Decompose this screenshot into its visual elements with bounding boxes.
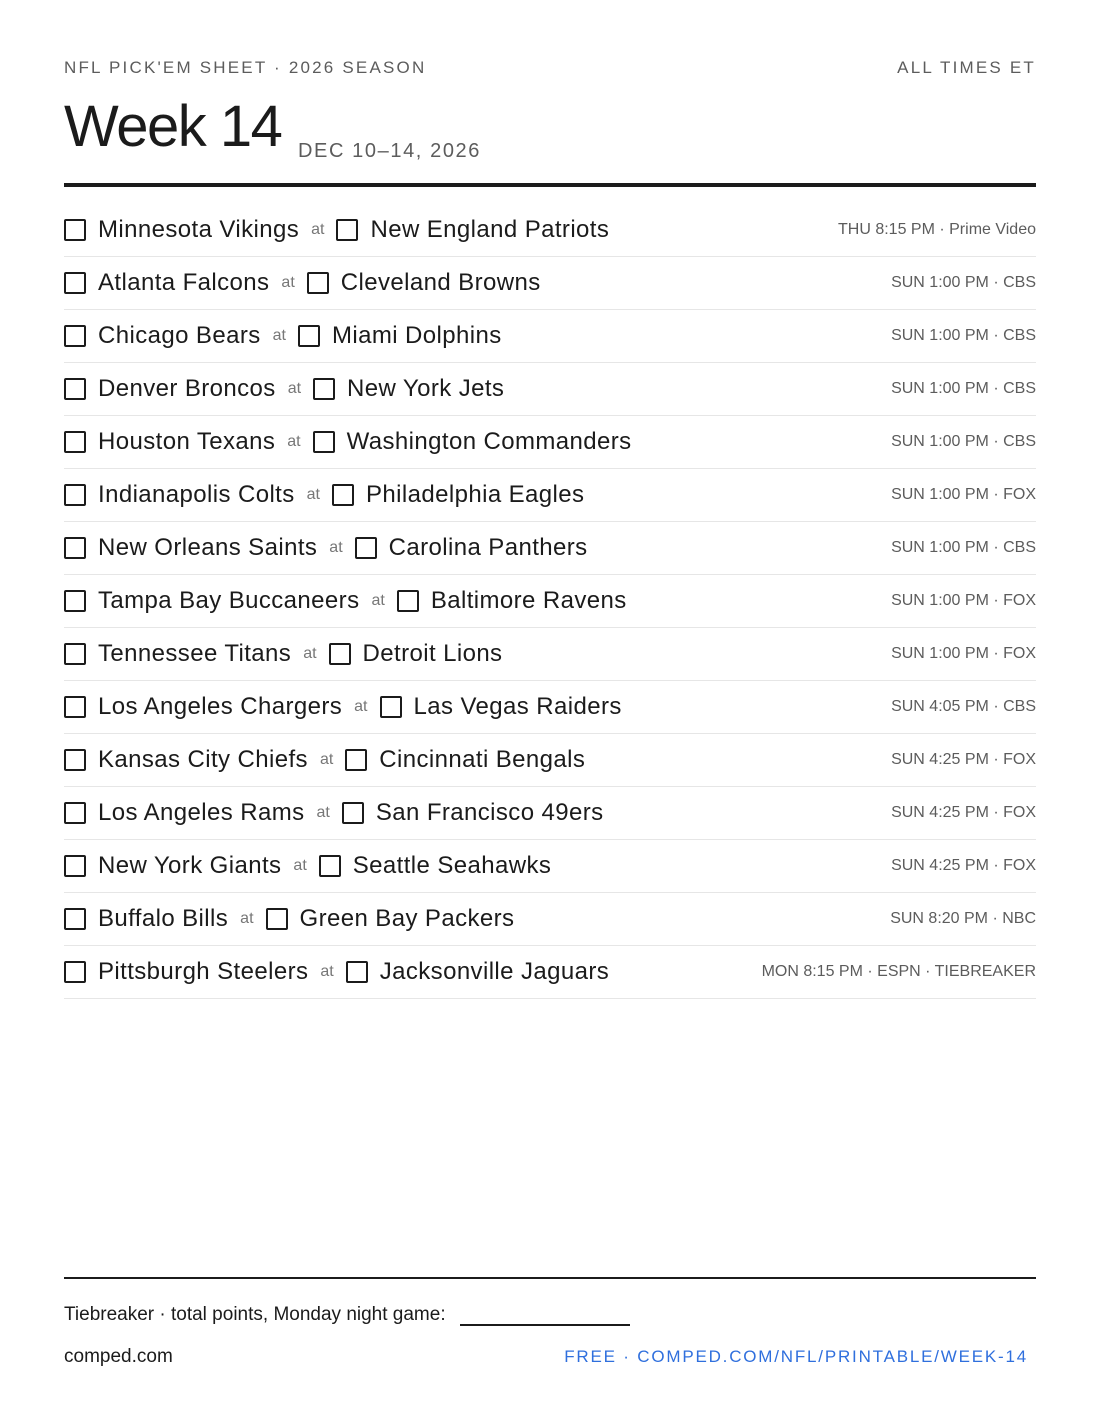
away-team-checkbox[interactable] (64, 484, 86, 506)
home-team-name: San Francisco 49ers (375, 799, 604, 826)
away-team-pick[interactable] (64, 958, 308, 986)
away-team-checkbox[interactable] (64, 590, 86, 612)
page-title: Week 14 (64, 94, 282, 159)
home-team-pick[interactable] (332, 481, 584, 509)
game-row (64, 522, 1036, 575)
kickoff-info: SUN 4:25 PM · FOX (891, 804, 1036, 821)
away-team-name: Pittsburgh Steelers (98, 958, 309, 985)
home-team-checkbox[interactable] (346, 961, 368, 983)
away-team-pick[interactable] (64, 481, 295, 509)
away-team-checkbox[interactable] (64, 219, 86, 241)
home-team-checkbox[interactable] (298, 325, 320, 347)
away-team-pick[interactable] (64, 852, 281, 880)
home-team-name: Las Vegas Raiders (413, 693, 622, 720)
away-team-checkbox[interactable] (64, 643, 86, 665)
game-row (64, 310, 1036, 363)
footer-divider (64, 1277, 1036, 1279)
kickoff-info: SUN 1:00 PM · FOX (891, 592, 1036, 609)
home-team-pick[interactable] (307, 269, 541, 297)
away-team-name: Los Angeles Chargers (98, 693, 343, 720)
away-team-pick[interactable] (64, 905, 228, 933)
away-team-pick[interactable] (64, 534, 317, 562)
sheet-eyebrow: NFL PICK'EM SHEET · 2026 SEASON (64, 58, 427, 77)
tiebreaker-label: Tiebreaker · total points, Monday night game: (64, 1304, 446, 1325)
at-separator: at (311, 221, 325, 238)
away-team-pick[interactable] (64, 322, 261, 350)
kickoff-info: SUN 1:00 PM · FOX (891, 645, 1036, 662)
away-team-name: Chicago Bears (98, 322, 261, 349)
home-team-pick[interactable] (329, 640, 503, 668)
away-team-pick[interactable] (64, 693, 342, 721)
tiebreaker (64, 1300, 630, 1326)
home-team-name: Green Bay Packers (299, 905, 515, 932)
away-team-checkbox[interactable] (64, 961, 86, 983)
away-team-pick[interactable] (64, 799, 305, 827)
home-team-name: New York Jets (347, 375, 505, 402)
away-team-pick[interactable] (64, 640, 291, 668)
home-team-name: Philadelphia Eagles (366, 481, 585, 508)
home-team-checkbox[interactable] (332, 484, 354, 506)
home-team-checkbox[interactable] (397, 590, 419, 612)
away-team-checkbox[interactable] (64, 272, 86, 294)
game-row (64, 575, 1036, 628)
away-team-name: New York Giants (98, 852, 282, 879)
kickoff-info: SUN 1:00 PM · CBS (891, 380, 1036, 397)
at-separator: at (320, 963, 334, 980)
game-row (64, 628, 1036, 681)
at-separator: at (281, 274, 295, 291)
game-row (64, 946, 1036, 999)
home-team-pick[interactable] (397, 587, 627, 615)
away-team-checkbox[interactable] (64, 802, 86, 824)
away-team-checkbox[interactable] (64, 537, 86, 559)
away-team-checkbox[interactable] (64, 908, 86, 930)
kickoff-info: SUN 1:00 PM · CBS (891, 433, 1036, 450)
at-separator: at (316, 804, 330, 821)
away-team-name: Atlanta Falcons (98, 269, 270, 296)
game-row (64, 204, 1036, 257)
home-team-checkbox[interactable] (307, 272, 329, 294)
home-team-checkbox[interactable] (313, 378, 335, 400)
away-team-name: Tampa Bay Buccaneers (98, 587, 360, 614)
header-divider (64, 183, 1036, 187)
at-separator: at (303, 645, 317, 662)
home-team-checkbox[interactable] (336, 219, 358, 241)
away-team-name: Houston Texans (98, 428, 276, 455)
home-team-name: Cleveland Browns (340, 269, 541, 296)
away-team-pick[interactable] (64, 216, 299, 244)
kickoff-info: THU 8:15 PM · Prime Video (838, 221, 1036, 238)
home-team-name: Seattle Seahawks (352, 852, 552, 879)
home-team-name: Baltimore Ravens (430, 587, 627, 614)
home-team-checkbox[interactable] (329, 643, 351, 665)
home-team-name: Carolina Panthers (388, 534, 588, 561)
kickoff-info: SUN 4:25 PM · FOX (891, 751, 1036, 768)
away-team-name: Minnesota Vikings (98, 216, 300, 243)
away-team-name: Kansas City Chiefs (98, 746, 308, 773)
home-team-pick[interactable] (342, 799, 604, 827)
at-separator: at (329, 539, 343, 556)
home-team-name: Cincinnati Bengals (379, 746, 586, 773)
at-separator: at (240, 910, 254, 927)
week-date-range: DEC 10–14, 2026 (298, 140, 482, 162)
home-team-checkbox[interactable] (342, 802, 364, 824)
home-team-checkbox[interactable] (266, 908, 288, 930)
game-row (64, 257, 1036, 310)
away-team-pick[interactable] (64, 587, 359, 615)
away-team-name: Tennessee Titans (98, 640, 292, 667)
away-team-pick[interactable] (64, 269, 269, 297)
home-team-name: Miami Dolphins (331, 322, 502, 349)
home-team-pick[interactable] (266, 905, 515, 933)
away-team-checkbox[interactable] (64, 325, 86, 347)
kickoff-info: MON 8:15 PM · ESPN · TIEBREAKER (761, 963, 1036, 980)
home-team-name: New England Patriots (370, 216, 610, 243)
home-team-pick[interactable] (313, 428, 632, 456)
away-team-name: Denver Broncos (98, 375, 276, 402)
home-team-pick[interactable] (319, 852, 552, 880)
away-team-checkbox[interactable] (64, 855, 86, 877)
home-team-pick[interactable] (298, 322, 502, 350)
kickoff-info: SUN 1:00 PM · CBS (891, 274, 1036, 291)
away-team-name: Indianapolis Colts (98, 481, 295, 508)
pickem-sheet (64, 0, 1036, 1425)
home-team-name: Washington Commanders (346, 428, 632, 455)
at-separator: at (287, 380, 302, 397)
away-team-name: Buffalo Bills (98, 905, 229, 932)
kickoff-info: SUN 4:25 PM · FOX (891, 857, 1036, 874)
away-team-pick[interactable] (64, 428, 275, 456)
kickoff-info: SUN 8:20 PM · NBC (890, 910, 1036, 927)
home-team-name: Detroit Lions (362, 640, 503, 667)
game-row (64, 734, 1036, 787)
game-row (64, 787, 1036, 840)
games-list (64, 204, 1036, 999)
game-row (64, 469, 1036, 522)
away-team-checkbox[interactable] (64, 749, 86, 771)
at-separator: at (272, 327, 286, 344)
home-team-pick[interactable] (345, 746, 585, 774)
at-separator: at (293, 857, 307, 874)
game-row (64, 416, 1036, 469)
kickoff-info: SUN 4:05 PM · CBS (891, 698, 1036, 715)
game-row (64, 840, 1036, 893)
at-separator: at (319, 751, 334, 768)
away-team-checkbox[interactable] (64, 431, 86, 453)
printable-link[interactable]: FREE · COMPED.COM/NFL/PRINTABLE/WEEK-14 (564, 1347, 1028, 1366)
away-team-pick[interactable] (64, 375, 276, 403)
at-separator: at (287, 433, 301, 450)
away-team-name: Los Angeles Rams (98, 799, 305, 826)
home-team-pick[interactable] (336, 216, 609, 244)
at-separator: at (371, 592, 385, 609)
kickoff-info: SUN 1:00 PM · CBS (891, 539, 1036, 556)
kickoff-info: SUN 1:00 PM · CBS (891, 327, 1036, 344)
home-team-checkbox[interactable] (380, 696, 402, 718)
tiebreaker-input[interactable] (460, 1300, 630, 1326)
game-row (64, 893, 1036, 946)
home-team-pick[interactable] (380, 693, 622, 721)
game-row (64, 681, 1036, 734)
timezone-note: ALL TIMES ET (897, 58, 1036, 77)
home-team-checkbox[interactable] (313, 431, 335, 453)
away-team-pick[interactable] (64, 746, 308, 774)
away-team-checkbox[interactable] (64, 378, 86, 400)
home-team-checkbox[interactable] (319, 855, 341, 877)
away-team-name: New Orleans Saints (98, 534, 318, 561)
game-row (64, 363, 1036, 416)
at-separator: at (306, 486, 320, 503)
home-team-pick[interactable] (346, 958, 609, 986)
away-team-checkbox[interactable] (64, 696, 86, 718)
home-team-pick[interactable] (355, 534, 588, 562)
home-team-pick[interactable] (313, 375, 504, 403)
kickoff-info: SUN 1:00 PM · FOX (891, 486, 1036, 503)
home-team-name: Jacksonville Jaguars (379, 958, 610, 985)
brand-name: comped.com (64, 1346, 173, 1367)
home-team-checkbox[interactable] (355, 537, 377, 559)
home-team-checkbox[interactable] (345, 749, 367, 771)
at-separator: at (354, 698, 368, 715)
